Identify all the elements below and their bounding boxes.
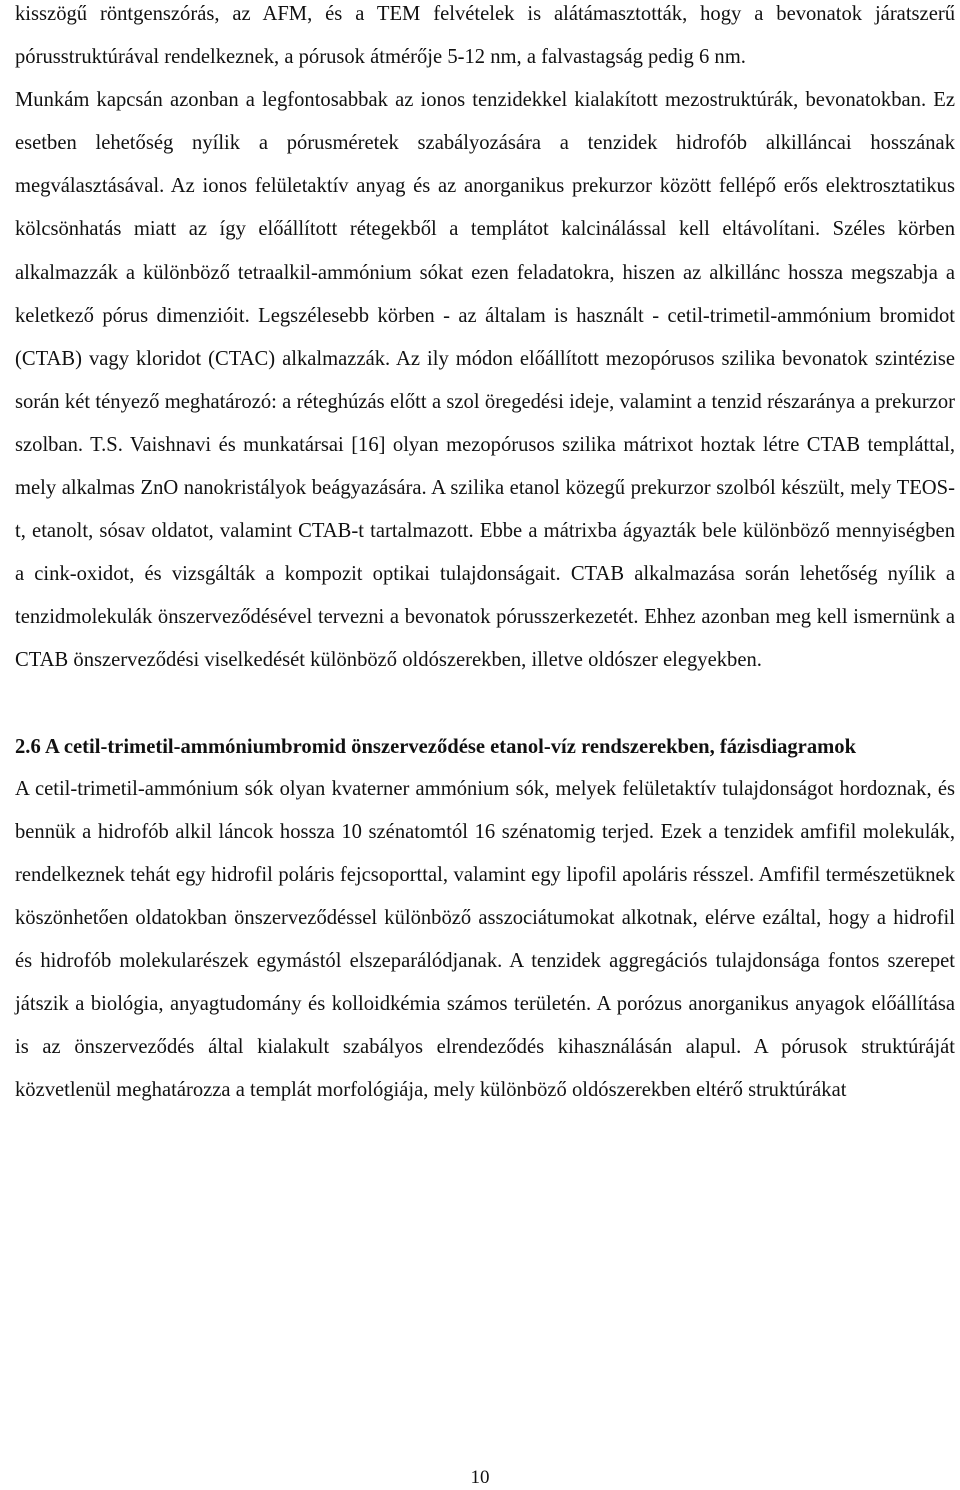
body-paragraph-3: A cetil-trimetil-ammónium sók olyan kvaterner ammónium sók, melyek felületaktív tulajdonságot hordoznak, és bennük a hidrofób alkil láncok hossza 10 szénatomtól 16 szénatomig terjed. Ezek a tenzidek amfifil molekulák, rendelkeznek tehát egy hidrofil poláris fejcsoporttal, valamint egy lipofil apoláris résszel. Amfifil természetüknek köszönhetően oldatokban önszerveződéssel különböző asszociátumokat alkotnak, elérve ezáltal, hogy a hidrofil és hidrofób molekularészek egymástól elszeparálódjanak. A tenzidek aggregációs tulajdonsága fontos szerepet játszik a biológia, anyagtudomány és kolloidkémia számos területén. A porózus anorganikus anyagok előállítása is az önszerveződés által kialakult szabályos elrendeződés kihasználásán alapul. A pórusok struktúráját közvetlenül meghatározza a templát morfológiája, mely különböző oldószerekben eltérő struktúrákat (15, 777, 955, 1102)
body-paragraph-2: Munkám kapcsán azonban a legfontosabbak az ionos tenzidekkel kialakított mezostruktúrák, bevonatokban. Ez esetben lehetőség nyílik a pórusméretek szabályozására a tenzidek hidrofób alkilláncai hosszának megválasztásával. Az ionos felületaktív anyag és az anorganikus prekurzor között fellépő erős elektrosztatikus kölcsönhatás miatt az így előállított rétegekből a templátot kalcinálással kell eltávolítani. Széles körben alkalmazzák a különböző tetraalkil-ammónium sókat ezen feladatokra, hiszen az alkillánc hossza megszabja a keletkező pórus dimenzióit. Legszélesebb körben - az általam is használt - cetil-trimetil-ammónium bromidot (CTAB) vagy kloridot (CTAC) alkalmazzák. Az ily módon előállított mezopórusos szilika bevonatok szintézise során két tényező meghatározó: a réteghúzás előtt a szol öregedési ideje, valamint a tenzid részaránya a prekurzor szolban. T.S. Vaishnavi és munkatársai [16] olyan mezopórusos szilika mátrixot hoztak létre CTAB templáttal, mely alkalmas ZnO nanokristályok beágyazására. A szilika etanol közegű prekurzor szolból készült, mely TEOS-t, etanolt, sósav oldatot, valamint CTAB-t tartalmazott. Ebbe a mátrixba ágyazták bele különböző mennyiségben a cink-oxidot, és vizsgálták a kompozit optikai tulajdonságait. CTAB alkalmazása során lehetőség nyílik a tenzidmolekulák önszerveződésével tervezni a bevonatok pórusszerkezetét. Ehhez azonban meg kell ismernünk a CTAB önszerveződési viselkedését különböző oldószerekben, illetve oldószer elegyekben. (15, 89, 955, 672)
document-page (15, 0, 955, 1112)
section-title: A cetil-trimetil-ammóniumbromid önszerveződése etanol-víz rendszerekben, fázisdiagramok (45, 735, 857, 758)
section-number: 2.6 (15, 735, 41, 758)
body-paragraph-1: kisszögű röntgenszórás, az AFM, és a TEM felvételek is alátámasztották, hogy a bevonatok járatszerű pórusstruktúrával rendelkeznek, a pórusok átmérője 5-12 nm, a falvastagság pedig 6 nm. (15, 3, 955, 69)
page-number: 10 (470, 1467, 490, 1488)
section-heading (15, 726, 955, 768)
